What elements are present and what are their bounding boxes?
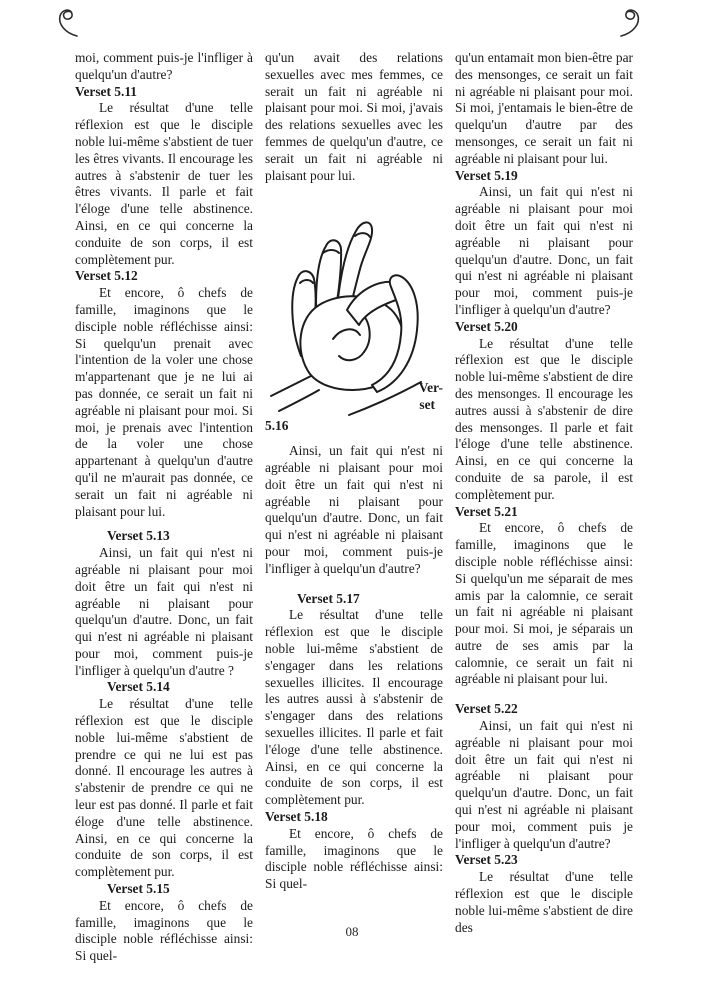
verse-heading-5-18: Verset 5.18 [265,808,328,824]
verse-heading-5-17: Verset 5.17 [297,590,360,606]
verse-heading-5-14: Verset 5.14 [107,679,170,695]
paragraph-continuation: moi, comment puis-je l'infliger à quelqu'un d'autre? [75,50,253,82]
figure-caption-line2: set [419,396,435,412]
hand-mudra-figure [265,206,443,418]
verse-heading-5-15: Verset 5.15 [107,881,170,897]
verse-paragraph-5-21: Et encore, ô chefs de famille, imaginons que le disciple noble réfléchisse ainsi: Si quelqu'un me séparait de mes amis par la calomnie, ce serait un fait ni agréable ni plaisant pour moi. Si moi, je séparais un autre de ses amis par la calomnie, ce serait un fait ni agréable ni plaisant pour lui. [455,520,633,687]
paragraph-continuation: qu'un entamait mon bien-être par des mensonges, ce serait un fait ni agréable ni plaisant pour moi. Si moi, j'entamais le bien-être de quelqu'un d'autre par des mensonges, ce serait un fait ni agréable ni plaisant pour lui. [455,50,633,166]
verse-paragraph-5-15: Et encore, ô chefs de famille, imaginons que le disciple noble réfléchisse ainsi: Si quel- [75,897,253,964]
paragraph-continuation: qu'un avait des relations sexuelles avec mes femmes, ce serait un fait ni agréable ni plaisant pour moi. Si moi, j'avais des relations sexuelles avec les femmes de quelqu'un d'autre, ce serait un fait ni agréable ni plaisant pour lui. [265,50,443,183]
verse-paragraph-5-14: Le résultat d'une telle réflexion est que le disciple noble lui-même s'abstient de prendre ce qui ne lui est pas donné. Il encourage les autres à s'abstenir de prendre ce qui ne leur est pas donné. Il parle et fait éloge d'une telle abstinence. Ainsi, en ce qui concerne la conduite de son corps, il est complètement pur. [75,696,253,880]
verse-paragraph-5-20: Le résultat d'une telle réflexion est que le disciple noble lui-même s'abstient de dire des mensonges. Il encourage les autres aussi à s'abstenir de dire des mensonges. Il parle et fait l'éloge d'une telle abstinence. Ainsi, en ce qui concerne la conduite de sa parole, il est complètement pur. [455,335,633,502]
verse-heading-5-13: Verset 5.13 [107,528,170,544]
verse-heading-5-16: 5.16 [265,418,289,434]
verse-paragraph-5-22: Ainsi, un fait qui n'est ni agréable ni plaisant pour moi doit être un fait qui n'est ni agréable ni plaisant pour quelqu'un d'autre. Donc, un fait qui n'est ni agréable ni plaisant pour moi, comment puis je l'infliger à quelqu'un d'autre? [455,718,633,851]
verse-paragraph-5-16: Ainsi, un fait qui n'est ni agréable ni plaisant pour moi doit être un fait qui n'est ni agréable ni plaisant pour quelqu'un d'autre. Donc, un fait qui n'est ni agréable ni plaisant pour moi, comment puis-je l'infliger à quelqu'un d'autre? [265,443,443,576]
verse-paragraph-5-23: Le résultat d'une telle réflexion est que le disciple noble lui-même s'abstient de dire des [455,869,633,935]
verse-paragraph-5-12: Et encore, ô chefs de famille, imaginons que le disciple noble réfléchisse ainsi: Si quelqu'un prenait avec l'intention de la voler une chose m'appartenant que je ne lui ai pas donnée, ce serait un fait ni agréable ni plaisant pour moi. Si moi, je prenais avec l'intention de la voler une chose appartenant à quelqu'un d'autre qu'il ne m'aurait pas donnée, ce serait un fait ni agréable ni plaisant pour lui. [75,285,253,519]
verse-heading-5-23: Verset 5.23 [455,852,518,868]
page-number: 08 [345,924,359,939]
figure-caption-line1: Ver- [418,379,443,395]
hand-vitarka-mudra-icon [267,206,429,418]
verse-paragraph-5-13: Ainsi, un fait qui n'est ni agréable ni plaisant pour moi doit être un fait qui n'est ni agréable ni plaisant pour quelqu'un d'autre. Donc, un fait qui n'est ni agréable ni plaisant pour moi, comment puis-je l'infliger à quelqu'un d'autre ? [75,545,253,678]
verse-heading-5-21: Verset 5.21 [455,503,518,519]
column-2 [265,50,443,965]
column-3 [455,50,633,965]
verse-paragraph-5-17: Le résultat d'une telle réflexion est que le disciple noble lui-même s'abstient de s'engager dans les relations sexuelles illicites. Il encourage les autres aussi à s'abstenir de s'engager dans des relations sexuelles illicites. Il parle et fait l'éloge d'une telle abstinence. Ainsi, en ce qui concerne la conduite de son corps, il est complètement pur. [265,607,443,808]
verse-heading-5-19: Verset 5.19 [455,167,518,183]
corner-flourish-icon [56,8,80,38]
verse-heading-5-12: Verset 5.12 [75,268,138,284]
three-column-text-area [75,50,633,965]
verse-heading-5-11: Verset 5.11 [75,83,137,99]
verse-paragraph-5-18: Et encore, ô chefs de famille, imaginons que le disciple noble réfléchisse ainsi: Si quel- [265,825,443,892]
verse-heading-5-20: Verset 5.20 [455,318,518,334]
verse-paragraph-5-19: Ainsi, un fait qui n'est ni agréable ni plaisant pour moi doit être un fait qui n'est ni agréable ni plaisant pour quelqu'un d'autre. Donc, un fait qui n'est ni agréable ni plaisant pour moi, comment puis-je l'infliger à quelqu'un d'autre? [455,184,633,317]
verse-heading-5-22: Verset 5.22 [455,701,518,717]
verse-paragraph-5-11: Le résultat d'une telle réflexion est que le disciple noble lui-même s'abstient de tuer les êtres vivants. Il encourage les autres à s'abstenir de tuer les êtres vivants. Il parle et fait l'éloge d'une telle abstinence. Ainsi, en ce qui concerne la conduite de son corps, il est complètement pur. [75,100,253,267]
corner-flourish-icon [618,8,642,38]
column-1 [75,50,253,965]
